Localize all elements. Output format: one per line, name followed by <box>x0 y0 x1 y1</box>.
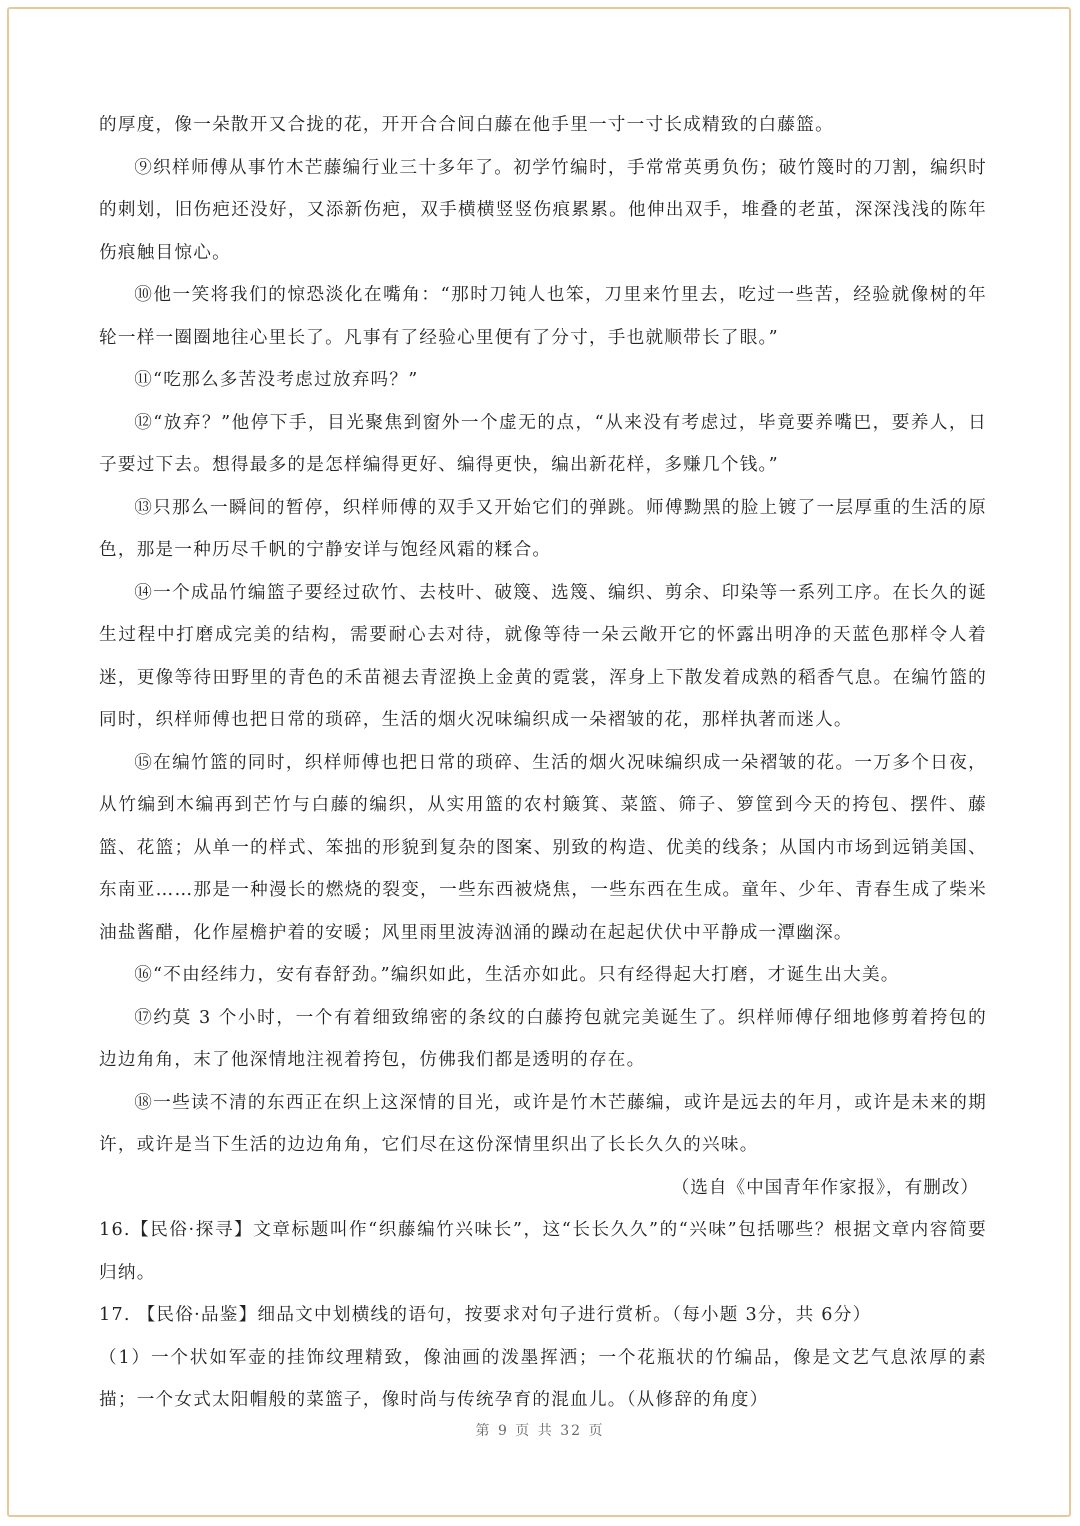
paragraph-text: 的厚度，像一朵散开又合拢的花，开开合合间白藤在他手里一寸一寸长成精致的白藤篮。 <box>99 115 834 135</box>
paragraph-12 <box>99 402 987 487</box>
paragraph-8-tail <box>99 104 987 147</box>
paragraph-11 <box>99 359 987 402</box>
paragraph-lead: ⑱一些读不清的东西正在织上这深情的目光， <box>134 1092 514 1113</box>
source-citation: （选自《中国青年作家报》，有删改） <box>671 1177 979 1198</box>
paragraph-text: ⑯“不由经纬力，安有春舒劲。”编织如此，生活亦如此。只有经得起大打磨，才诞生出大美。 <box>134 965 900 985</box>
paragraph-text: 去枝叶、破篾、选篾、编织、剪余、印染等一系列工序。在长久的诞生过程中打磨成完美的结构，需要耐心去对待，就像等待一朵云敞开它的怀露出明净的天蓝色那样令人着迷，更像等待田野里的青色的禾苗褪去青涩换上金黄的霓裳，浑身上下散发着成熟的稻香气息。在编竹篮的同时，织样师傅也把日常的琐碎，生活的烟火况味编织成一朵褶皱的花，那样执著而迷人。 <box>99 582 987 730</box>
question-17-1: （1）一个状如军壶的挂饰纹理精致，像油画的泼墨挥洒；一个花瓶状的竹编品，像是文艺气息浓厚的素描；一个女式太阳帽般的菜篮子，像时尚与传统孕育的混血儿。（从修辞的角度） <box>99 1347 987 1410</box>
paragraph-text: 3 个小时，一个有着细致绵密的条纹的白藤挎包就完美诞生了。织样师傅仔细地修剪着挎包的边边角角，末了他深情地注视着挎包，仿佛我们都是透明的存在。 <box>99 1007 987 1070</box>
paragraph-text: ⑫“放弃？”他停下手，目光聚焦到窗外一个虚无的点，“从来没有考虑过，毕竟要养嘴巴，要养人，日子要过下去。想得最多的是怎样编得更好、编得更快，编出新花样，多赚几个钱。” <box>99 412 987 475</box>
paragraph-text: ⑩他一笑将我们的惊恐淡化在嘴角：“那时刀钝人也笨，刀里来竹里去，吃过一些苦，经验就像树的年轮一样一圈圈地往心里长了。凡事有了经验心里便有了分寸，手也就顺带长了眼。” <box>99 285 987 348</box>
paragraph-10 <box>99 274 987 359</box>
paragraph-18 <box>99 1082 987 1167</box>
paragraph-14 <box>99 572 987 742</box>
paragraph-text: ⑨织样师傅从事竹木芒藤编行业三十多年了。初学竹编时，手常常英勇负伤；破竹篾时的刀割，编织时的刺划，旧伤疤还没好，又添新伤疤，双手横横竖竖伤痕累累。他伸出双手，堆叠的老茧，深深浅浅的陈年伤痕触目惊心。 <box>99 157 987 263</box>
paragraph-9 <box>99 147 987 275</box>
paragraph-lead: ⑮在编竹篮的同时， <box>134 752 305 773</box>
paragraph-text: 织样师傅也把日常的琐碎、生活的烟火况味编织成一朵褶皱的花。一万多个日夜，从竹编到木编再到芒竹与白藤的编织，从实用篮的农村簸箕、菜篮、筛子、箩筐到今天的挎包、摆件、藤篮、花篮；从单一的样式、笨拙的形貌到复杂的图案、别致的构造、优美的线条；从国内市场到远销美国、东南亚……那是一种漫长的燃烧的裂变，一些东西被烧焦，一些东西在生成。童年、少年、青春生成了柴米油盐酱醋，化作屋檐护着的安暖；风里雨里波涛汹涌的躁动在起起伏伏中平静成一潭幽深。 <box>99 752 987 943</box>
paragraph-lead: ⑬只那么一瞬间的暂停， <box>134 497 343 518</box>
paragraph-lead: ⑰约莫 <box>134 1007 192 1028</box>
paragraph-15 <box>99 742 987 955</box>
paragraph-text: 或许是竹木芒藤编，或许是远去的年月，或许是未来的期许，或许是当下生活的边边角角，它们尽在这份深情里织出了长长久久的兴味。 <box>99 1092 987 1155</box>
question-17: 17. 【民俗·品鉴】细品文中划横线的语句，按要求对句子进行赏析。（每小题 3分，共 6分） <box>99 1305 872 1325</box>
paragraph-13 <box>99 487 987 572</box>
paragraph-text: 织样师傅的双手又开始它们的弹跳。师傅黝黑的脸上镀了一层厚重的生活的原色，那是一种历尽千帆的宁静安详与饱经风霜的糅合。 <box>99 497 987 560</box>
paragraph-text: ⑪“吃那么多苦没考虑过放弃吗？” <box>134 370 419 390</box>
paragraph-16 <box>99 954 987 997</box>
page-footer: 第 9 页 共 32 页 <box>475 1423 605 1439</box>
paragraph-17 <box>99 997 987 1082</box>
question-16: 16.【民俗·探寻】文章标题叫作“织藤编竹兴味长”，这“长长久久”的“兴味”包括哪些？根据文章内容简要归纳。 <box>99 1220 987 1283</box>
page-content <box>99 104 987 1422</box>
paragraph-lead: ⑭一个成品竹编篮子要经过砍竹、 <box>134 582 419 603</box>
